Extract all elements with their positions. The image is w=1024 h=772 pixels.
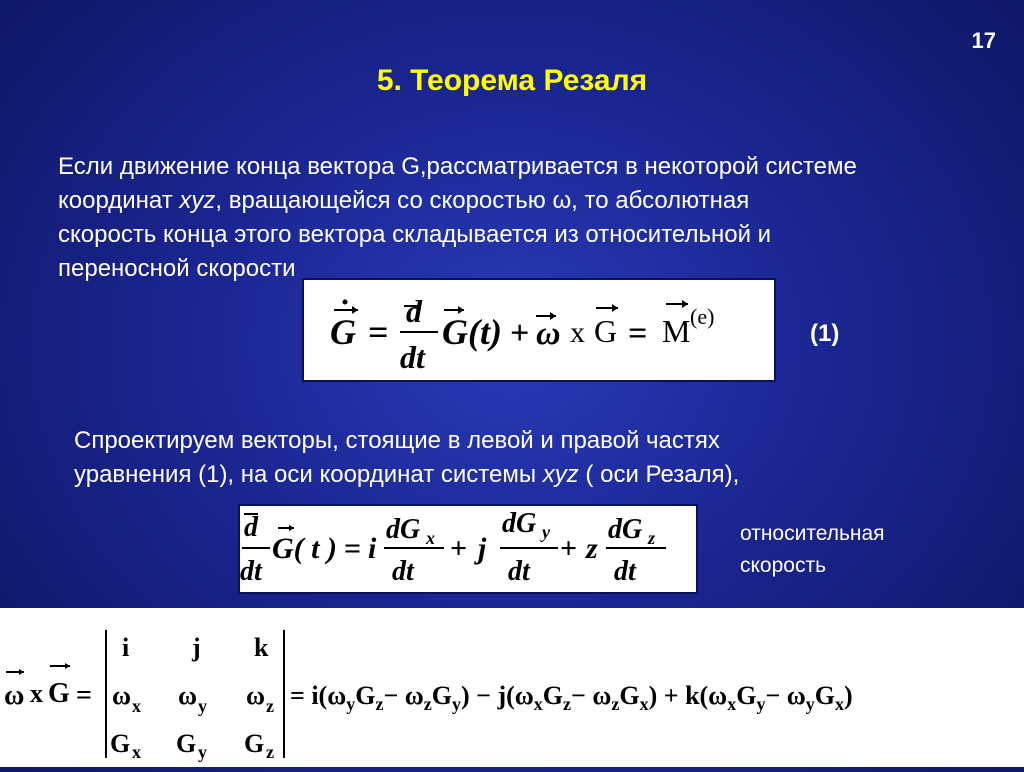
svg-text:z: z: [648, 528, 656, 548]
svg-text:(e): (e): [690, 304, 715, 329]
svg-text:dG: dG: [502, 508, 537, 539]
svg-text:=: =: [344, 532, 362, 565]
relative-velocity-label: относительная скорость: [740, 522, 885, 577]
svg-text:ω: ω: [536, 315, 561, 352]
svg-text:dt: dt: [392, 556, 414, 587]
svg-text:G( t ): G( t ): [272, 532, 337, 565]
svg-text:x: x: [30, 679, 43, 708]
formula1-G: G: [330, 312, 356, 352]
svg-text:dt: dt: [508, 556, 530, 587]
svg-text:j: j: [192, 633, 201, 662]
projection-line-1: Спроектируем векторы, стоящие в левой и правой частях: [74, 427, 720, 454]
svg-text:z: z: [586, 532, 598, 565]
svg-text:G(t): G(t): [442, 312, 502, 352]
svg-text:x: x: [132, 696, 141, 716]
svg-text:z: z: [266, 696, 274, 716]
slide-title: 5. Теорема Резаля: [376, 64, 648, 97]
svg-text:=: =: [628, 315, 648, 352]
svg-text:j: j: [478, 532, 487, 565]
svg-text:dG: dG: [608, 514, 643, 545]
svg-text:+: +: [510, 315, 530, 352]
svg-text:ω: ω: [246, 681, 266, 710]
formula-box-1: [302, 278, 776, 382]
svg-text:z: z: [266, 742, 274, 762]
svg-text:d: d: [244, 512, 258, 543]
formula3-rhs: = $i(\omega_yG_z- \omega_zG_y) - j(\omega_xG_z- \omega_zG_x) + k(\omega_xG_y- \omega_yG_x)$: [290, 681, 853, 714]
svg-text:dt: dt: [400, 339, 425, 375]
intro-line-4: переносной скорости: [58, 255, 296, 282]
svg-text:+: +: [560, 532, 578, 565]
svg-text:i: i: [122, 633, 130, 662]
svg-text:ω: ω: [4, 680, 25, 711]
svg-text:G: G: [244, 729, 265, 758]
svg-text:G: G: [176, 729, 197, 758]
svg-text:=: =: [368, 312, 389, 352]
slide-number: 17: [971, 28, 996, 53]
svg-text:G: G: [594, 313, 618, 349]
svg-text:dt: dt: [240, 556, 262, 587]
svg-text:+: +: [450, 532, 468, 565]
svg-text:x: x: [132, 742, 141, 762]
equation-number: (1): [810, 320, 840, 347]
svg-text:x: x: [570, 316, 585, 349]
projection-paragraph: [74, 424, 974, 492]
svg-text:G: G: [48, 678, 70, 709]
intro-line-2: координат xyz, вращающейся со скоростью ω, то абсолютная: [58, 187, 750, 214]
intro-paragraph: [58, 150, 1018, 286]
formula-box-2: [238, 504, 698, 594]
svg-text:y: y: [198, 696, 207, 716]
svg-text:G: G: [110, 729, 131, 758]
svg-text:M: M: [662, 313, 691, 349]
formula-box-3: [0, 608, 1024, 767]
projection-line-2: уравнения (1), на оси координат системы xyz ( оси Резаля),: [74, 461, 740, 488]
svg-text:d: d: [406, 293, 422, 329]
intro-line-1: Если движение конца вектора G,рассматривается в некоторой системе: [58, 153, 857, 180]
svg-text:dt: dt: [614, 556, 636, 587]
intro-line-3: скорость конца этого вектора складывается из относительной и: [58, 221, 772, 248]
svg-text:x: x: [426, 528, 435, 548]
svg-text:i: i: [368, 532, 377, 565]
svg-text:y: y: [198, 742, 207, 762]
svg-text:ω: ω: [112, 681, 132, 710]
svg-text:k: k: [254, 633, 269, 662]
svg-text:y: y: [542, 522, 550, 542]
svg-text:ω: ω: [178, 681, 198, 710]
svg-text:=: =: [76, 680, 92, 711]
svg-text:dG: dG: [386, 514, 421, 545]
